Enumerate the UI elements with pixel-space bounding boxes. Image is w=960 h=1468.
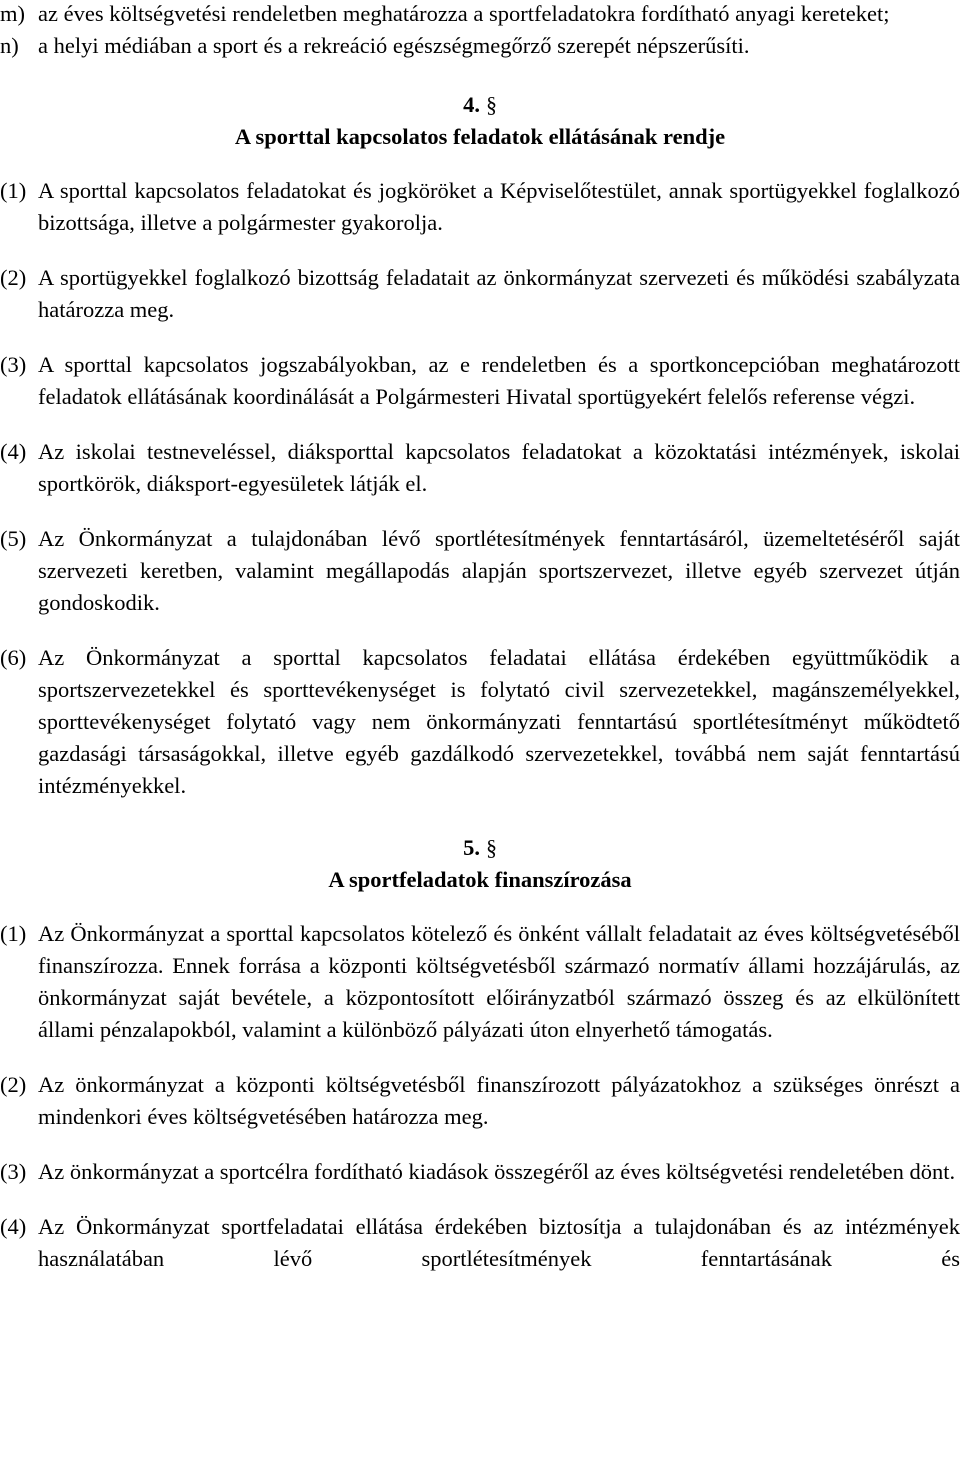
paragraph bbox=[0, 1211, 960, 1275]
paragraph-text: Az Önkormányzat a sporttal kapcsolatos feladatai ellátása érdekében együttműködik a sportszervezetekkel és sporttevékenységet is folytató civil szervezetekkel, magánszemélyekkel, sporttevékenységet folytató vagy nem önkormányzati fenntartású sportlétesítményt működtető gazdasági társaságokkal, illetve egyéb gazdálkodó szervezetekkel, továbbá nem saját fenntartású intézményekkel. bbox=[38, 645, 960, 798]
list-item-text: az éves költségvetési rendeletben meghatározza a sportfeladatokra fordítható anyagi kereteket; bbox=[38, 1, 890, 26]
paragraph-number: (3) bbox=[0, 1159, 27, 1184]
list-item bbox=[0, 30, 960, 62]
paragraph-text: Az Önkormányzat a sporttal kapcsolatos kötelező és önként vállalt feladatait az éves költségvetéséből finanszírozza. Ennek forrása a központi költségvetésből származó normatív állami hozzájárulás, az önkormányzat saját bevétele, a központosított előirányzatból származó összeg és az elkülönített állami pénzalapokból, valamint a különböző pályázati úton elnyerhető támogatás. bbox=[38, 921, 960, 1042]
section-number: 5. bbox=[463, 835, 480, 860]
paragraph bbox=[0, 1156, 960, 1188]
paragraph bbox=[0, 642, 960, 802]
paragraph-number: (6) bbox=[0, 645, 27, 670]
paragraph-number: (4) bbox=[0, 1214, 27, 1239]
list-item-mark: m) bbox=[0, 1, 25, 26]
section-4-number bbox=[0, 89, 960, 121]
section-5-title: A sportfeladatok finanszírozása bbox=[328, 867, 632, 892]
paragraph bbox=[0, 175, 960, 239]
paragraph bbox=[0, 1069, 960, 1133]
paragraph bbox=[0, 436, 960, 500]
paragraph bbox=[0, 918, 960, 1046]
section-number: 4. bbox=[463, 92, 480, 117]
paragraph-text: Az önkormányzat a sportcélra fordítható kiadások összegéről az éves költségvetési rendeletében dönt. bbox=[38, 1159, 956, 1184]
paragraph-text: A sporttal kapcsolatos feladatokat és jogköröket a Képviselőtestület, annak sportügyekkel foglalkozó bizottsága, illetve a polgármester gyakorolja. bbox=[38, 178, 960, 235]
paragraph-number: (2) bbox=[0, 1072, 27, 1097]
paragraph-text: A sportügyekkel foglalkozó bizottság feladatait az önkormányzat szervezeti és működési szabályzata határozza meg. bbox=[38, 265, 960, 322]
paragraph-number: (3) bbox=[0, 352, 27, 377]
list-item-text: a helyi médiában a sport és a rekreáció egészségmegőrző szerepét népszerűsíti. bbox=[38, 33, 750, 58]
paragraph-text: Az önkormányzat a központi költségvetésből finanszírozott pályázatokhoz a szükséges önrészt a mindenkori éves költségvetésében határozza meg. bbox=[38, 1072, 960, 1129]
paragraph bbox=[0, 262, 960, 326]
paragraph-text: Az Önkormányzat a tulajdonában lévő sportlétesítmények fenntartásáról, üzemeltetéséről saját szervezeti keretben, valamint megállapodás alapján sportszervezet, illetve egyéb szervezet útján gondoskodik. bbox=[38, 526, 960, 615]
section-symbol: § bbox=[485, 92, 497, 117]
paragraph-text: A sporttal kapcsolatos jogszabályokban, az e rendeletben és a sportkoncepcióban meghatározott feladatok ellátásának koordinálását a Polgármesteri Hivatal sportügyekért felelős referense végzi. bbox=[38, 352, 960, 409]
paragraph-number: (1) bbox=[0, 921, 27, 946]
paragraph-number: (2) bbox=[0, 265, 27, 290]
paragraph bbox=[0, 523, 960, 619]
list-item bbox=[0, 0, 960, 30]
paragraph-text: Az iskolai testneveléssel, diáksporttal kapcsolatos feladatokat a közoktatási intézmények, iskolai sportkörök, diáksport-egyesületek látják el. bbox=[38, 439, 960, 496]
section-5-number bbox=[0, 832, 960, 864]
paragraph-number: (5) bbox=[0, 526, 27, 551]
paragraph-text: Az Önkormányzat sportfeladatai ellátása érdekében biztosítja a tulajdonában és az intézmények használatában lévő sportlétesítmények fenntartásának és bbox=[38, 1214, 960, 1271]
paragraph-number: (4) bbox=[0, 439, 27, 464]
paragraph-number: (1) bbox=[0, 178, 27, 203]
section-symbol: § bbox=[485, 835, 497, 860]
section-4-title: A sporttal kapcsolatos feladatok ellátásának rendje bbox=[234, 124, 726, 149]
paragraph bbox=[0, 349, 960, 413]
list-item-mark: n) bbox=[0, 33, 19, 58]
